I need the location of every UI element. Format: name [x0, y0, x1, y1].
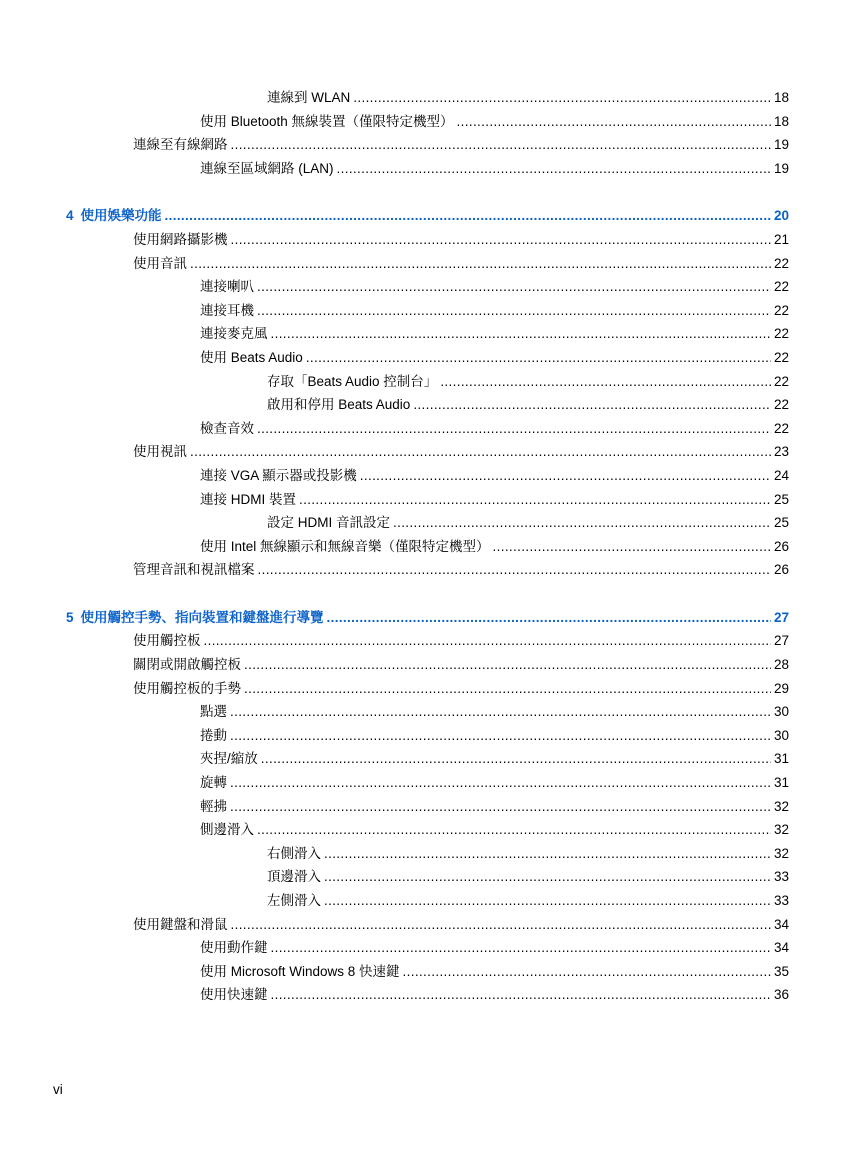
dot-leader	[440, 370, 771, 394]
toc-entry-page: 32	[773, 798, 789, 814]
toc-chapter-entry[interactable]	[0, 606, 868, 630]
table-of-contents	[0, 86, 868, 1007]
dot-leader	[231, 133, 771, 157]
dot-leader	[230, 795, 771, 819]
toc-entry[interactable]	[0, 299, 868, 323]
toc-entry-title: 使用音訊	[133, 255, 187, 271]
toc-entry[interactable]	[0, 133, 868, 157]
toc-entry-page: 19	[773, 160, 789, 176]
toc-entry[interactable]	[0, 913, 868, 937]
toc-entry-page: 25	[773, 515, 789, 531]
dot-leader	[244, 653, 771, 677]
toc-entry-page: 34	[773, 940, 789, 956]
toc-entry-page: 34	[773, 916, 789, 932]
toc-entry-page: 33	[773, 893, 789, 908]
toc-entry[interactable]	[0, 936, 868, 960]
toc-entry[interactable]	[0, 110, 868, 134]
toc-entry-page: 18	[773, 113, 789, 129]
dot-leader	[271, 983, 771, 1007]
toc-entry[interactable]	[0, 417, 868, 441]
toc-entry[interactable]	[0, 771, 868, 795]
toc-entry[interactable]	[0, 511, 868, 535]
toc-entry-title: 連接 VGA 顯示器或投影機	[200, 467, 357, 483]
dot-leader	[190, 440, 771, 464]
toc-entry[interactable]	[0, 370, 868, 394]
toc-entry-title: 連接喇叭	[200, 279, 254, 295]
toc-entry-title: 使用 Intel 無線顯示和無線音樂（僅限特定機型）	[200, 538, 490, 554]
toc-entry-title: 使用 Bluetooth 無線裝置（僅限特定機型）	[200, 113, 454, 129]
toc-entry-page: 30	[773, 727, 789, 743]
toc-entry-title: 使用視訊	[133, 444, 187, 460]
dot-leader	[493, 535, 771, 559]
dot-leader	[393, 511, 771, 535]
dot-leader	[165, 204, 771, 228]
toc-entry[interactable]	[0, 724, 868, 748]
toc-entry[interactable]	[0, 86, 868, 110]
dot-leader	[360, 464, 771, 488]
dot-leader	[261, 747, 771, 771]
toc-entry-title: 旋轉	[200, 775, 227, 791]
toc-entry-page: 31	[773, 775, 789, 791]
toc-entry-page: 23	[773, 444, 789, 460]
toc-entry-title: 連線至區域網路 (LAN)	[200, 160, 334, 176]
toc-entry-page: 31	[773, 751, 789, 767]
toc-entry[interactable]	[0, 629, 868, 653]
toc-entry[interactable]	[0, 960, 868, 984]
toc-entry-page: 22	[773, 373, 789, 389]
toc-entry[interactable]	[0, 393, 868, 417]
dot-leader	[324, 889, 771, 913]
toc-entry-title: 使用 Microsoft Windows 8 快速鍵	[200, 963, 400, 979]
dot-leader	[190, 252, 771, 276]
toc-entry-page: 22	[773, 279, 789, 295]
dot-leader	[230, 700, 771, 724]
dot-leader	[271, 322, 771, 346]
toc-entry-page: 35	[773, 963, 789, 979]
toc-entry-title: 使用鍵盤和滑鼠	[133, 916, 228, 932]
toc-entry-page: 27	[773, 609, 789, 625]
dot-leader	[306, 346, 771, 370]
toc-entry[interactable]	[0, 818, 868, 842]
dot-leader	[231, 228, 771, 252]
toc-entry-title: 使用快速鍵	[200, 987, 268, 1003]
section-gap	[0, 582, 868, 606]
toc-entry-page: 30	[773, 704, 789, 720]
toc-entry-title: 連接 HDMI 裝置	[200, 491, 296, 507]
toc-entry-page: 18	[773, 90, 789, 105]
toc-entry-title: 側邊滑入	[200, 822, 254, 838]
toc-entry-page: 19	[773, 137, 789, 153]
toc-entry-title: 使用 Beats Audio	[200, 349, 303, 365]
toc-entry-title: 連接耳機	[200, 302, 254, 318]
toc-entry-page: 26	[773, 562, 789, 578]
toc-entry-title: 使用觸控板的手勢	[133, 680, 241, 696]
toc-entry-title: 管理音訊和視訊檔案	[133, 562, 255, 578]
toc-entry[interactable]	[0, 346, 868, 370]
dot-leader	[257, 818, 771, 842]
dot-leader	[230, 771, 771, 795]
toc-entry-page: 36	[773, 987, 789, 1003]
dot-leader	[257, 275, 771, 299]
chapter-number: 5	[66, 609, 74, 625]
dot-leader	[271, 936, 771, 960]
toc-entry-page: 20	[773, 208, 789, 224]
toc-entry[interactable]	[0, 653, 868, 677]
toc-entry-title: 連線至有線網路	[133, 137, 228, 153]
toc-entry-title: 連線到 WLAN	[267, 90, 351, 105]
toc-entry-page: 33	[773, 869, 789, 885]
dot-leader	[231, 913, 771, 937]
toc-entry-page: 21	[773, 231, 789, 247]
toc-entry-title: 捲動	[200, 727, 227, 743]
toc-entry-title: 檢查音效	[200, 420, 254, 436]
toc-entry-title: 存取「Beats Audio 控制台」	[267, 373, 438, 389]
toc-entry-page: 25	[773, 491, 789, 507]
toc-entry-title: 左側滑入	[267, 893, 321, 908]
toc-entry-page: 22	[773, 255, 789, 271]
toc-entry-page: 26	[773, 538, 789, 554]
dot-leader	[299, 488, 771, 512]
toc-entry[interactable]	[0, 842, 868, 866]
toc-entry-page: 27	[773, 633, 789, 649]
dot-leader	[324, 842, 771, 866]
toc-entry-page: 28	[773, 657, 789, 673]
toc-entry[interactable]	[0, 889, 868, 913]
dot-leader	[257, 417, 771, 441]
toc-chapter-entry[interactable]	[0, 204, 868, 228]
toc-entry-title: 右側滑入	[267, 845, 321, 861]
chapter-number: 4	[66, 208, 74, 224]
toc-entry-title: 使用網路攝影機	[133, 231, 228, 247]
toc-entry[interactable]	[0, 983, 868, 1007]
dot-leader	[413, 393, 771, 417]
toc-entry-page: 22	[773, 302, 789, 318]
toc-entry[interactable]	[0, 677, 868, 701]
dot-leader	[204, 629, 771, 653]
toc-entry[interactable]	[0, 865, 868, 889]
toc-entry[interactable]	[0, 322, 868, 346]
toc-entry[interactable]	[0, 700, 868, 724]
toc-entry[interactable]	[0, 464, 868, 488]
toc-entry[interactable]	[0, 535, 868, 559]
dot-leader	[244, 677, 771, 701]
dot-leader	[337, 157, 771, 181]
toc-entry[interactable]	[0, 747, 868, 771]
toc-entry-page: 32	[773, 845, 789, 861]
dot-leader	[258, 558, 771, 582]
dot-leader	[403, 960, 771, 984]
toc-entry-title: 輕拂	[200, 798, 227, 814]
dot-leader	[257, 299, 771, 323]
toc-entry[interactable]	[0, 558, 868, 582]
page-number: vi	[53, 1082, 63, 1097]
toc-entry-title: 連接麥克風	[200, 326, 268, 342]
dot-leader	[230, 724, 771, 748]
toc-entry-title: 使用觸控板	[133, 633, 201, 649]
toc-entry[interactable]	[0, 157, 868, 181]
toc-entry[interactable]	[0, 488, 868, 512]
section-gap	[0, 180, 868, 204]
dot-leader	[324, 865, 771, 889]
toc-entry-title: 啟用和停用 Beats Audio	[267, 397, 411, 413]
toc-entry-title: 設定 HDMI 音訊設定	[267, 515, 390, 531]
toc-entry-title: 使用動作鍵	[200, 940, 268, 956]
toc-entry-page: 24	[773, 467, 789, 483]
toc-entry-title: 使用娛樂功能	[80, 208, 162, 224]
toc-entry-page: 22	[773, 397, 789, 413]
toc-entry-title: 夾捏/縮放	[200, 751, 258, 767]
toc-entry-page: 29	[773, 680, 789, 696]
toc-entry[interactable]	[0, 252, 868, 276]
toc-entry[interactable]	[0, 795, 868, 819]
toc-entry-page: 22	[773, 420, 789, 436]
toc-entry[interactable]	[0, 228, 868, 252]
toc-entry-title: 使用觸控手勢、指向裝置和鍵盤進行導覽	[80, 609, 324, 625]
dot-leader	[457, 110, 771, 134]
toc-entry[interactable]	[0, 275, 868, 299]
toc-entry-title: 頂邊滑入	[267, 869, 321, 885]
dot-leader	[353, 86, 771, 110]
toc-entry-title: 關閉或開啟觸控板	[133, 657, 241, 673]
toc-entry-title: 點選	[200, 704, 227, 720]
toc-entry[interactable]	[0, 440, 868, 464]
dot-leader	[327, 606, 771, 630]
toc-entry-page: 32	[773, 822, 789, 838]
toc-entry-page: 22	[773, 349, 789, 365]
toc-entry-page: 22	[773, 326, 789, 342]
